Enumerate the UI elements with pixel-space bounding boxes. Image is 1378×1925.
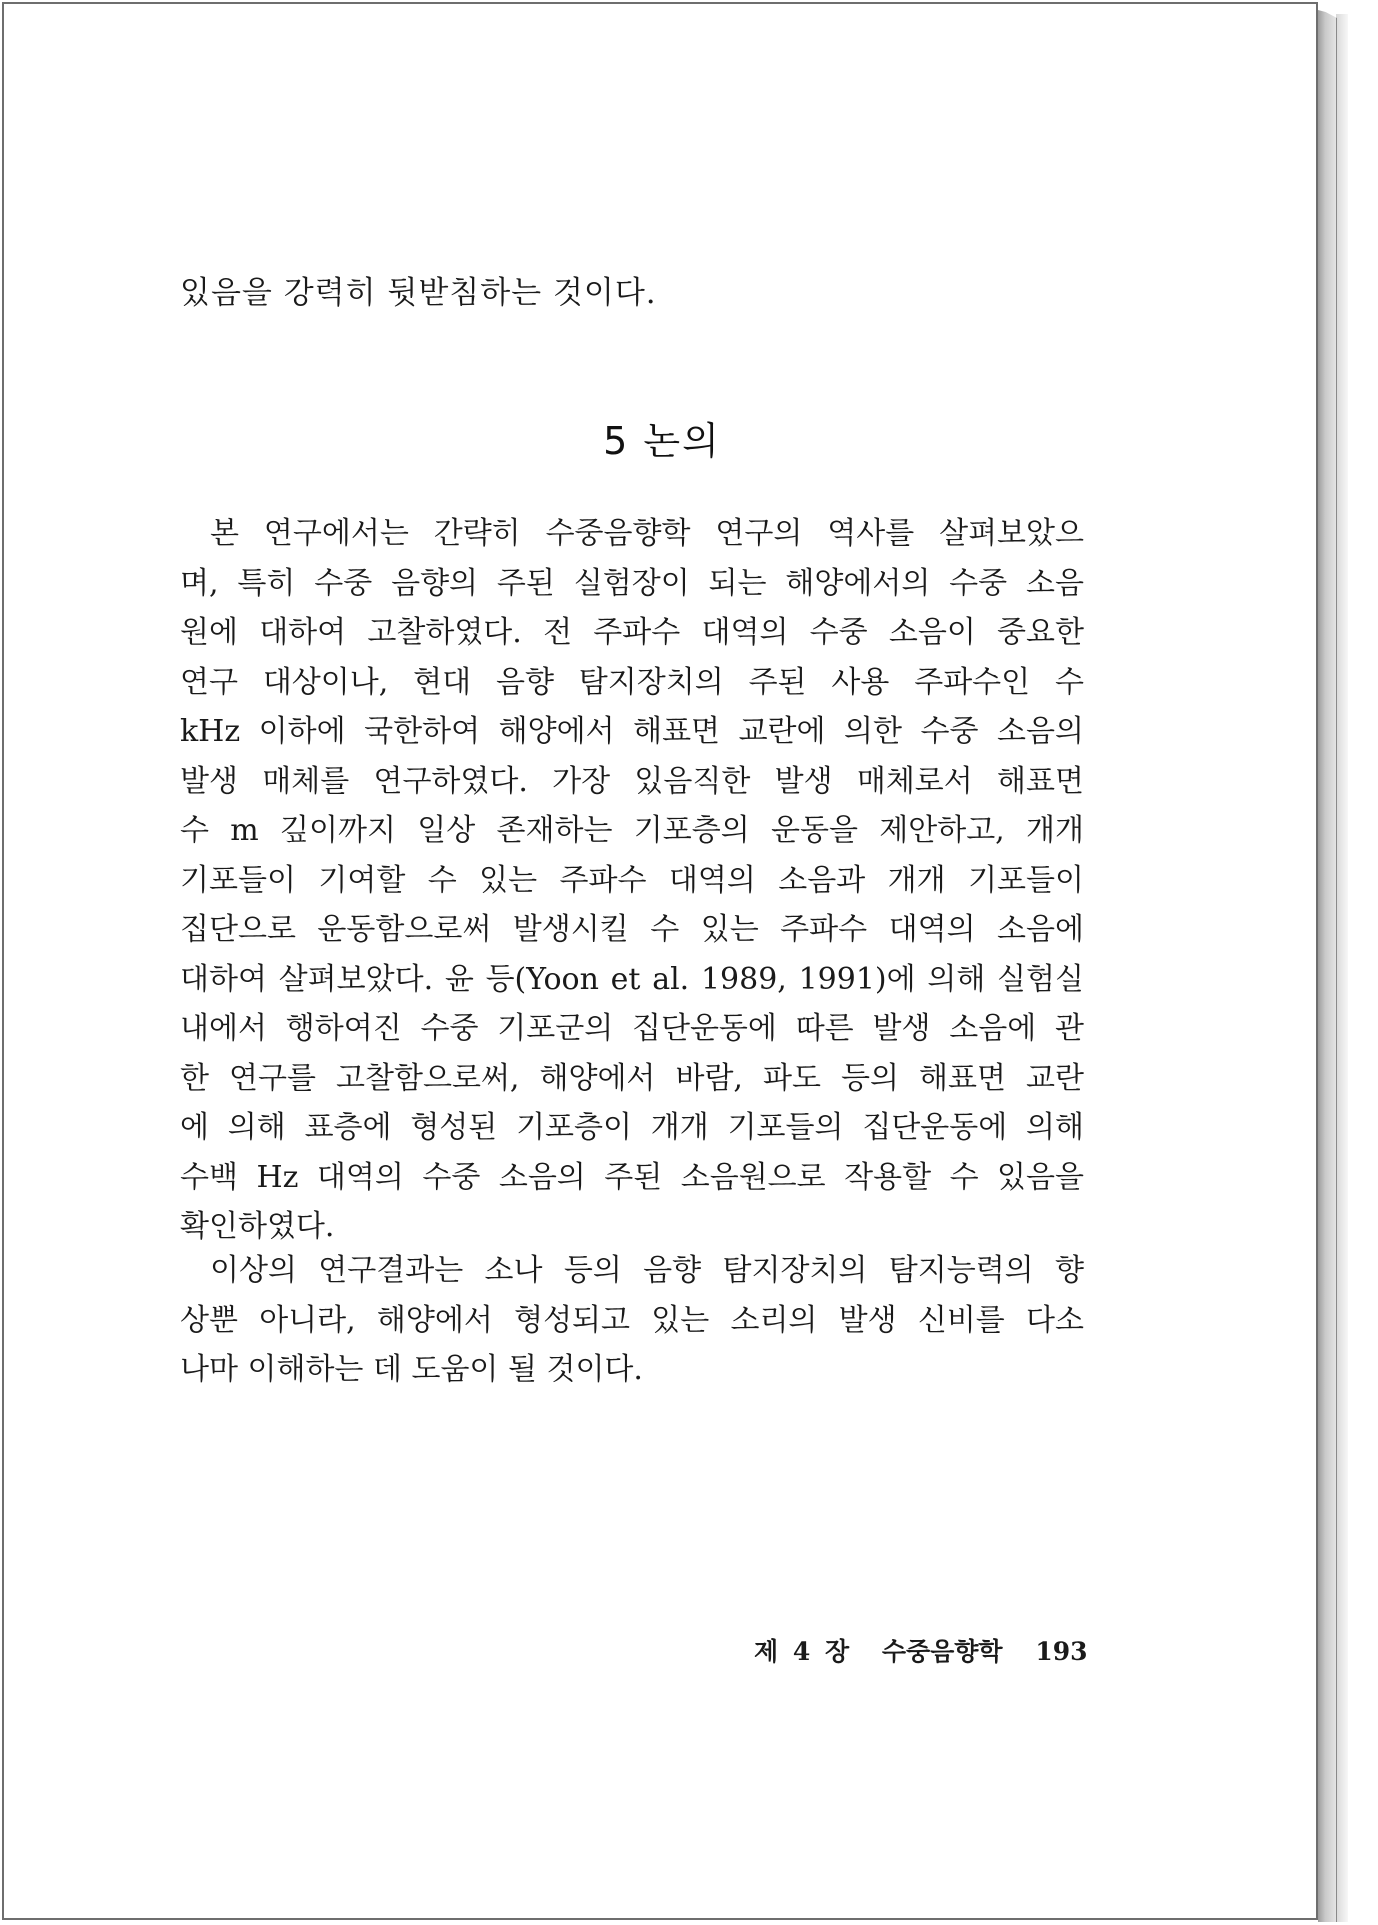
paragraph-discussion [180, 509, 1084, 1252]
paragraph-line: 에 의해 표층에 형성된 기포층이 개개 기포들의 집단운동에 의해 [180, 1110, 1084, 1145]
paragraph-line: 수백 Hz 대역의 수중 소음의 주된 소음원으로 작용할 수 있음을 [180, 1159, 1084, 1195]
paragraph-line: 발생 매체를 연구하였다. 가장 있음직한 발생 매체로서 해표면 [180, 763, 1084, 799]
paragraph-line: 원에 대하여 고찰하였다. 전 주파수 대역의 수중 소음이 중요한 [180, 615, 1084, 650]
page-curl-edge [1318, 10, 1337, 1922]
continued-sentence: 있음을 강력히 뒷받침하는 것이다. [180, 275, 657, 311]
footer-chapter: 제 4 장 [754, 1637, 850, 1666]
page-number: 193 [1035, 1637, 1088, 1666]
section-heading: 5 논의 [603, 419, 721, 463]
paragraph-line: 확인하였다. [180, 1209, 335, 1244]
paragraph-conclusion [180, 1246, 1084, 1395]
paragraph-line: 이상의 연구결과는 소나 등의 음향 탐지장치의 탐지능력의 향 [210, 1253, 1084, 1288]
paragraph-line: kHz 이하에 국한하여 해양에서 해표면 교란에 의한 수중 소음의 [180, 714, 1084, 749]
running-footer [754, 1632, 1106, 1668]
paragraph-line: 나마 이해하는 데 도움이 될 것이다. [180, 1352, 643, 1387]
paragraph-line: 며, 특히 수중 음향의 주된 실험장이 되는 해양에서의 수중 소음 [180, 565, 1084, 601]
paragraph-line: 집단으로 운동함으로써 발생시킬 수 있는 주파수 대역의 소음에 [180, 912, 1084, 947]
paragraph-line: 상뿐 아니라, 해양에서 형성되고 있는 소리의 발생 신비를 다소 [180, 1302, 1084, 1338]
paragraph-line: 대하여 살펴보았다. 윤 등(Yoon et al. 1989, 1991)에 의해 실험실 [180, 961, 1084, 997]
paragraph-line: 수 m 깊이까지 일상 존재하는 기포층의 운동을 제안하고, 개개 [180, 813, 1084, 848]
page-edge-shadow [1336, 14, 1348, 1922]
paragraph-line: 기포들이 기여할 수 있는 주파수 대역의 소음과 개개 기포들이 [180, 862, 1084, 898]
footer-title: 수중음향학 [881, 1637, 1003, 1666]
document-page [2, 2, 1318, 1920]
paragraph-line: 본 연구에서는 간략히 수중음향학 연구의 역사를 살펴보았으 [210, 516, 1084, 551]
paragraph-line: 연구 대상이나, 현대 음향 탐지장치의 주된 사용 주파수인 수 [180, 664, 1084, 700]
paragraph-line: 한 연구를 고찰함으로써, 해양에서 바람, 파도 등의 해표면 교란 [180, 1060, 1084, 1096]
paragraph-line: 내에서 행하여진 수중 기포군의 집단운동에 따른 발생 소음에 관 [180, 1011, 1084, 1046]
